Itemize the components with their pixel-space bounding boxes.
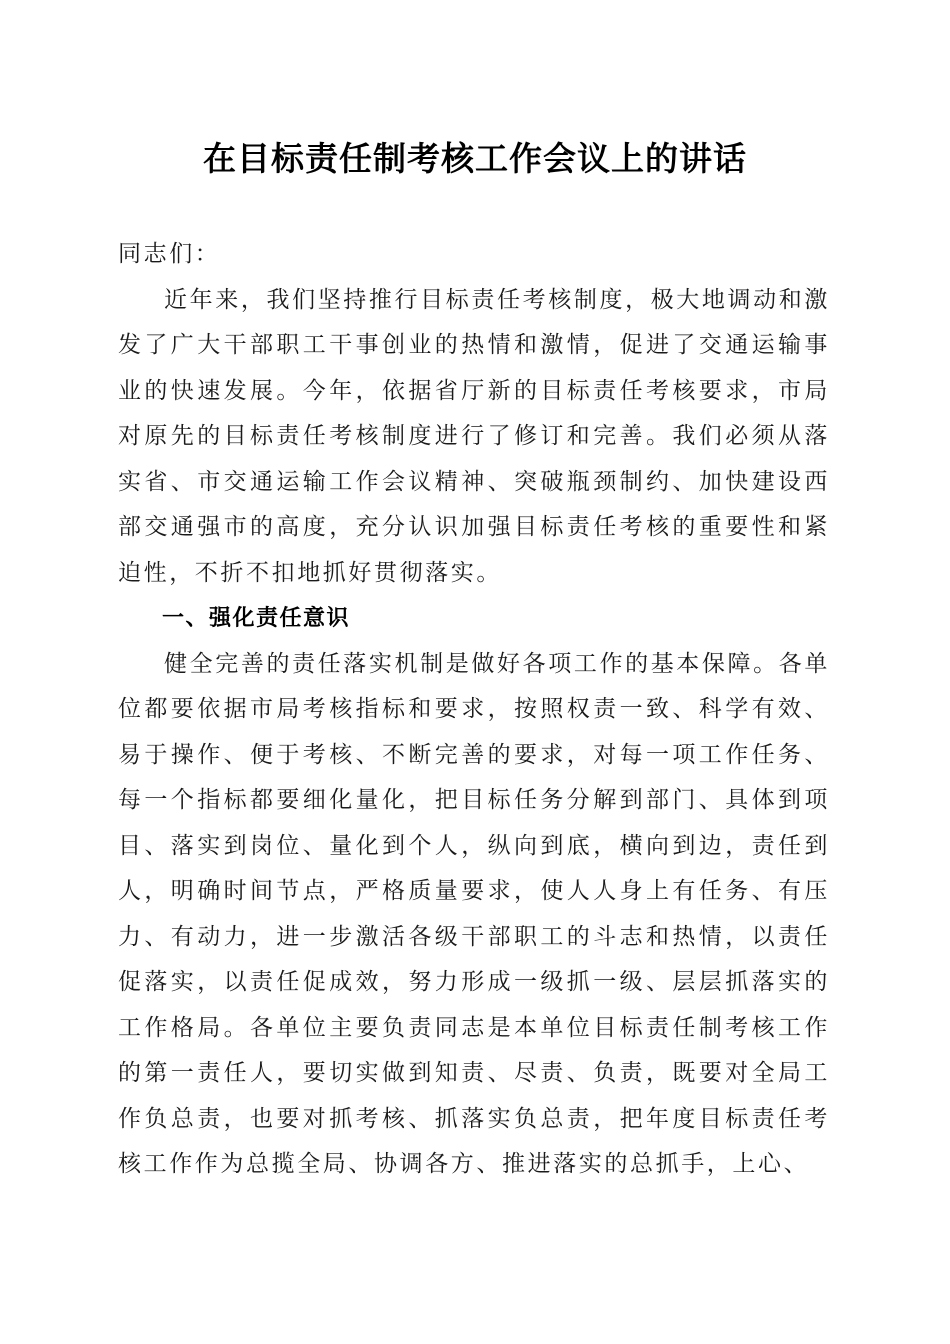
paragraph-intro: 近年来，我们坚持推行目标责任考核制度，极大地调动和激发了广大干部职工干事创业的热情和激情，促进了交通运输事业的快速发展。今年，依据省厅新的目标责任考核要求，市局对原先的目标责任考核制度进行了修订和完善。我们必须从落实省、市交通运输工作会议精神、突破瓶颈制约、加快建设西部交通强市的高度，充分认识加强目标责任考核的重要性和紧迫性，不折不扣地抓好贯彻落实。 xyxy=(118,286,830,586)
document-title: 在目标责任制考核工作会议上的讲话 xyxy=(203,139,747,178)
section-heading: 一、强化责任意识 xyxy=(162,606,351,631)
salutation: 同志们： xyxy=(118,241,221,267)
paragraph-responsibility: 健全完善的责任落实机制是做好各项工作的基本保障。各单位都要依据市局考核指标和要求，按照权责一致、科学有效、易于操作、便于考核、不断完善的要求，对每一项工作任务、每一个指标都要细化量化，把目标任务分解到部门、具体到项目、落实到岗位、量化到个人，纵向到底，横向到边，责任到人，明确时间节点，严格质量要求，使人人身上有任务、有压力、有动力，进一步激活各级干部职工的斗志和热情，以责任促落实，以责任促成效，努力形成一级抓一级、层层抓落实的工作格局。各单位主要负责同志是本单位目标责任制考核工作的第一责任人，要切实做到知责、尽责、负责，既要对全局工作负总责，也要对抓考核、抓落实负总责，把年度目标责任考核工作作为总揽全局、协调各方、推进落实的总抓手，上心、 xyxy=(118,650,830,1177)
document-body xyxy=(118,232,830,1188)
